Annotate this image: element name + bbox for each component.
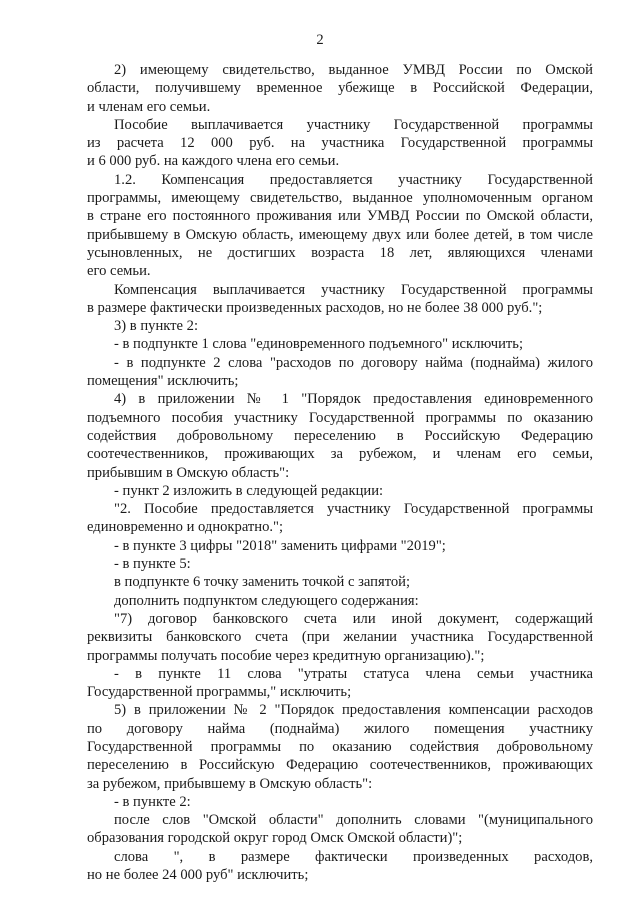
- text-line: 4) в приложении № 1 "Порядок предоставления единовременного: [114, 391, 593, 408]
- text-line: в стране его постоянного проживания или УМВД России по Омской области,: [87, 208, 593, 225]
- page-number: 2: [316, 32, 324, 48]
- text-line: - в пункте 5:: [114, 556, 191, 573]
- text-line: - пункт 2 изложить в следующей редакции:: [114, 482, 384, 499]
- text-line: - в подпункте 1 слова "единовременного подъемного" исключить;: [114, 336, 523, 353]
- text-line: Государственной программы по оказанию содействия добровольному: [87, 738, 593, 755]
- text-line: слова ", в размере фактически произведенных расходов,: [114, 848, 593, 865]
- text-line: по договору найма (поднайма) жилого помещения участнику: [87, 720, 593, 737]
- text-line: - в пункте 2:: [114, 793, 191, 810]
- text-line: единовременно и однократно.";: [87, 519, 284, 536]
- text-line: Государственной программы," исключить;: [87, 684, 352, 701]
- text-line: содействия добровольному переселению в Российскую Федерацию: [87, 427, 593, 444]
- document-body: [87, 61, 593, 884]
- text-line: переселению в Российскую Федерацию соотечественников, проживающих: [87, 757, 593, 774]
- text-line: Компенсация выплачивается участнику Государственной программы: [114, 281, 593, 298]
- text-line: Пособие выплачивается участнику Государственной программы: [114, 116, 593, 133]
- text-line: 3) в пункте 2:: [114, 318, 199, 335]
- text-line: из расчета 12 000 руб. на участника Государственной программы: [87, 135, 593, 152]
- text-line: программы получать пособие через кредитную организацию).";: [87, 647, 485, 664]
- text-line: 1.2. Компенсация предоставляется участнику Государственной: [114, 171, 593, 188]
- text-line: подъемного пособия участнику Государственной программы по оказанию: [87, 409, 593, 426]
- text-line: - в подпункте 2 слова "расходов по договору найма (поднайма) жилого: [114, 354, 593, 371]
- text-line: его семьи.: [87, 263, 151, 280]
- text-line: в подпункте 6 точку заменить точкой с запятой;: [114, 574, 411, 591]
- text-line: образования городской округ город Омск Омской области)";: [87, 830, 463, 847]
- text-line: - в пункте 3 цифры "2018" заменить цифрами "2019";: [114, 537, 446, 554]
- text-line: 2) имеющему свидетельство, выданное УМВД России по Омской: [114, 62, 593, 78]
- text-line: прибывшему в Омскую область, имеющему двух или более детей, в том числе: [87, 226, 593, 243]
- text-line: реквизиты банковского счета (при желании участника Государственной: [87, 629, 593, 646]
- text-line: "7) договор банковского счета или иной документ, содержащий: [114, 610, 593, 627]
- text-line: в размере фактически произведенных расходов, но не более 38 000 руб.";: [87, 299, 543, 316]
- text-line: и членам его семьи.: [87, 98, 211, 115]
- text-line: "2. Пособие предоставляется участнику Государственной программы: [114, 501, 593, 518]
- text-line: соотечественников, проживающих за рубежом, и членам его семьи,: [87, 446, 593, 463]
- text-line: помещения" исключить;: [87, 373, 239, 390]
- text-line: но не более 24 000 руб" исключить;: [87, 867, 309, 884]
- text-line: программы, имеющему свидетельство, выданное уполномоченным органом: [87, 190, 593, 207]
- text-line: и 6 000 руб. на каждого члена его семьи.: [87, 153, 340, 170]
- text-line: прибывшим в Омскую область":: [87, 464, 290, 481]
- text-line: за рубежом, прибывшему в Омскую область":: [87, 775, 373, 792]
- text-line: дополнить подпунктом следующего содержания:: [114, 592, 419, 609]
- text-line: усыновленных, не достигших возраста 18 лет, являющихся членами: [87, 244, 593, 261]
- text-line: - в пункте 11 слова "утраты статуса члена семьи участника: [114, 665, 593, 682]
- text-line: области, получившему временное убежище в Российской Федерации,: [87, 80, 593, 97]
- text-line: после слов "Омской области" дополнить словами "(муниципального: [114, 812, 593, 829]
- text-line: 5) в приложении № 2 "Порядок предоставления компенсации расходов: [114, 702, 593, 719]
